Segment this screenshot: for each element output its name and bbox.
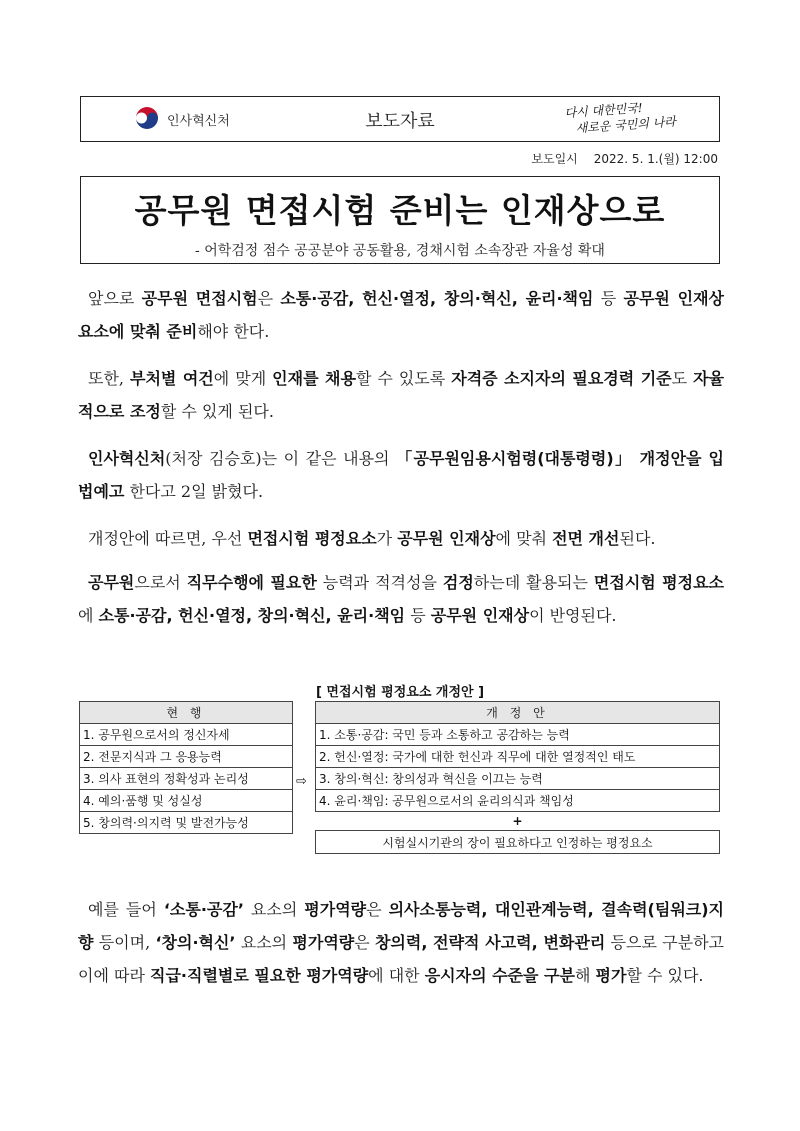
plus-sign: +	[512, 814, 523, 828]
emphasis-text: ‘소통·공감’	[163, 900, 244, 919]
body-text: 할 수 있게 된다.	[160, 402, 274, 421]
emphasis-text: 자율적으로 조정	[78, 369, 725, 421]
emphasis-text: 전면 개선	[552, 529, 620, 548]
new-item: 3. 창의·혁신: 창의성과 혁신을 이끄는 능력	[316, 768, 720, 790]
body-text: 등	[593, 289, 624, 308]
emphasis-text: 공무원	[88, 573, 135, 592]
emphasis-text: 공무원 면접시험	[141, 289, 258, 308]
body-text: 가	[376, 529, 398, 548]
body-text: 한다고 2일 밝혔다.	[124, 482, 264, 501]
current-item: 4. 예의·품행 및 성실성	[80, 790, 293, 812]
emphasis-text: 평가	[595, 966, 627, 985]
current-item: 1. 공무원으로서의 정신자세	[80, 724, 293, 746]
new-item: 2. 헌신·열정: 국가에 대한 헌신과 직무에 대한 열정적인 태도	[316, 746, 720, 768]
page-subtitle: - 어학검정 점수 공공분야 공동활용, 경채시험 소속장관 자율성 확대	[195, 243, 605, 259]
body-text: 으로서	[134, 573, 187, 592]
new-item: 1. 소통·공감: 국민 등과 소통하고 공감하는 능력	[316, 724, 720, 746]
emphasis-text: 「공무원임용시험령(대통령령)」 개정안을 입법예고	[78, 449, 724, 501]
body-text: 은	[354, 933, 375, 952]
body-text: 예를 들어	[88, 900, 164, 919]
government-logo-icon	[133, 106, 161, 134]
body-text: 된다.	[619, 529, 656, 548]
body-text: 은	[257, 289, 281, 308]
body-text: 이 반영된다.	[529, 606, 617, 625]
body-text: 능력과 적격성을	[316, 573, 443, 592]
body-text: 해야 한다.	[197, 322, 270, 341]
emphasis-text: 의사소통능력, 대인관계능력, 결속력(팀워크)지향	[78, 900, 724, 952]
paragraph-1	[78, 282, 724, 348]
emphasis-text: 소통·공감, 헌신·열정, 창의·혁신, 윤리·책임	[98, 606, 406, 625]
body-text: 개정안에 따르면, 우선	[88, 529, 248, 548]
revised-criteria-table	[315, 701, 720, 854]
arrow-right-icon: ⇨	[296, 774, 307, 789]
emphasis-text: 창의력, 전략적 사고력, 변화관리	[374, 933, 606, 952]
emphasis-text: 응시자의 수준을 구분	[424, 966, 575, 985]
body-text: 등으로 구분하고 이에 따라	[78, 933, 724, 985]
org-name: 인사혁신처	[167, 114, 230, 129]
body-text: 하는데 활용되는	[473, 573, 594, 592]
new-extra-item: 시험실시기관의 장이 필요하다고 인정하는 평정요소	[316, 831, 720, 854]
emphasis-text: 자격증 소지자의 필요경력 기준	[451, 369, 672, 388]
release-date-value: 2022. 5. 1.(월) 12:00	[593, 152, 718, 166]
body-text: 은	[366, 900, 389, 919]
new-header: 개 정 안	[316, 702, 720, 724]
body-text: 에 맞춰	[495, 529, 553, 548]
paragraph-4	[78, 522, 724, 555]
doc-type-label: 보도자료	[365, 111, 435, 132]
emphasis-text: 검정	[442, 573, 474, 592]
emphasis-text: 평가역량	[292, 933, 355, 952]
slogan-line-2: 새로운 국민의 나라	[575, 114, 677, 136]
body-text: 에 대한	[368, 966, 425, 985]
body-text: 할 수 있다.	[626, 966, 704, 985]
body-text: (처장 김승호)는 이 같은 내용의	[165, 449, 397, 468]
emphasis-text: 면접시험 평정요소	[247, 529, 377, 548]
body-text: 에 맞게	[213, 369, 273, 388]
body-text: 에	[78, 606, 99, 625]
paragraph-5	[78, 566, 724, 632]
body-text: 등	[405, 606, 431, 625]
body-text: 앞으로	[88, 289, 142, 308]
release-label: 보도일시	[531, 152, 578, 166]
current-header: 현 행	[80, 702, 293, 724]
emphasis-text: 공무원 인재상 요소에 맞춰 준비	[78, 289, 724, 341]
body-text: 요소의	[235, 933, 293, 952]
body-text: 해	[574, 966, 596, 985]
header-box	[80, 96, 720, 142]
body-text: 요소의	[243, 900, 305, 919]
table-title: [ 면접시험 평정요소 개정안 ]	[315, 685, 485, 700]
paragraph-2	[78, 362, 724, 428]
emphasis-text: 인재를 채용	[272, 369, 356, 388]
emphasis-text: 공무원 인재상	[397, 529, 496, 548]
body-text: 도	[671, 369, 694, 388]
body-text: 등이며,	[93, 933, 156, 952]
current-item: 5. 창의력·의지력 및 발전가능성	[80, 812, 293, 834]
current-item: 2. 전문지식과 그 응용능력	[80, 746, 293, 768]
current-item: 3. 의사 표현의 정확성과 논리성	[80, 768, 293, 790]
paragraph-6	[78, 893, 724, 992]
body-text: 또한,	[88, 369, 130, 388]
current-criteria-table	[79, 701, 293, 834]
body-text: 할 수 있도록	[355, 369, 452, 388]
emphasis-text: 직무수행에 필요한	[186, 573, 317, 592]
emphasis-text: 소통·공감, 헌신·열정, 창의·혁신, 윤리·책임	[280, 289, 594, 308]
emphasis-text: 인사혁신처	[88, 449, 166, 468]
emphasis-text: 부처별 여건	[130, 369, 214, 388]
slogan-signature	[564, 97, 686, 137]
emphasis-text: ‘창의·혁신’	[155, 933, 236, 952]
emphasis-text: 공무원 인재상	[430, 606, 530, 625]
emphasis-text: 직급·직렬별로 필요한 평가역량	[150, 966, 369, 985]
release-date	[531, 150, 718, 167]
emphasis-text: 평가역량	[304, 900, 367, 919]
slogan-line-1: 다시 대한민국!	[564, 100, 644, 121]
new-item: 4. 윤리·책임: 공무원으로서의 윤리의식과 책임성	[316, 790, 720, 812]
emphasis-text: 면접시험 평정요소	[593, 573, 724, 592]
title-box	[80, 176, 720, 264]
page-title: 공무원 면접시험 준비는 인재상으로	[134, 191, 666, 230]
paragraph-3	[78, 442, 724, 508]
